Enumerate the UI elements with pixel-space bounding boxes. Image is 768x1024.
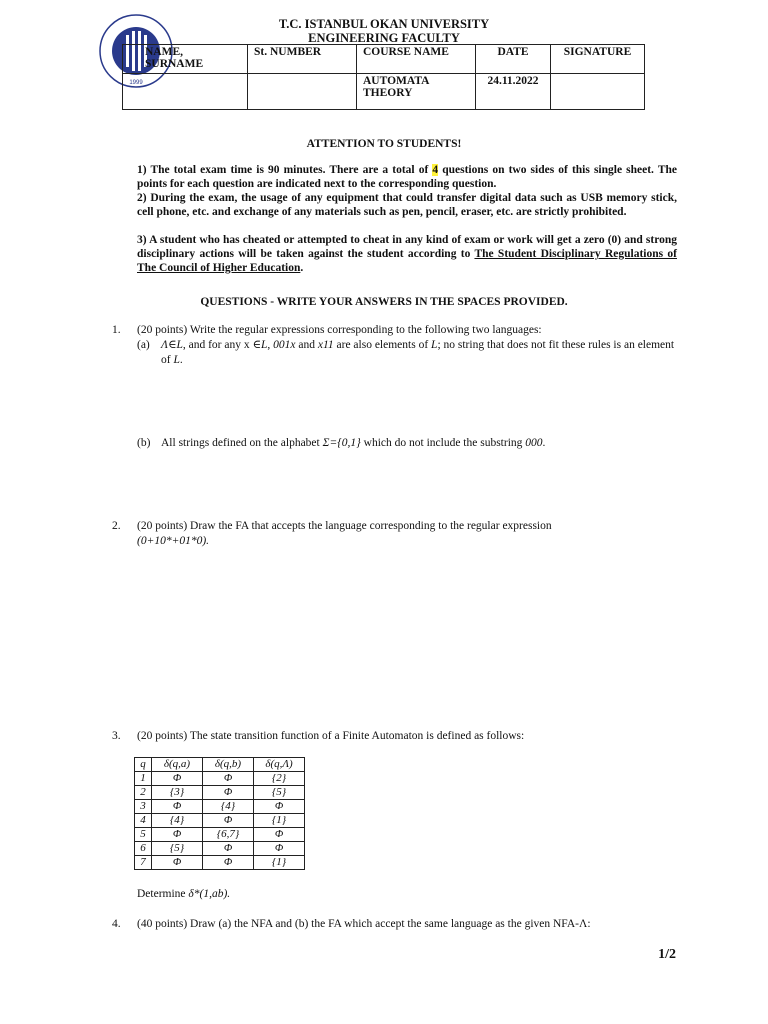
- table-header: δ(q,Λ): [254, 758, 305, 772]
- rule-1-text-end: questions on two sides of this single sheet. The points for each question are indicated next to the corresponding question.: [137, 164, 677, 190]
- student-number-header: St. NUMBER: [248, 45, 357, 74]
- q3-text: (20 points) The state transition function of a Finite Automaton is defined as follows:: [137, 730, 525, 742]
- table-cell: {5}: [152, 842, 203, 856]
- table-cell: 7: [135, 856, 152, 870]
- q1-part-b: [137, 436, 677, 451]
- course-name-header: COURSE NAME: [357, 45, 476, 74]
- signature-cell[interactable]: [551, 74, 645, 110]
- rule-3-end: .: [300, 262, 304, 274]
- table-row: [135, 786, 305, 800]
- regulations-link: The Student Disciplinary Regulations of The Council of Higher Education: [137, 248, 677, 274]
- table-cell: Φ: [152, 856, 203, 870]
- table-cell: Φ: [203, 772, 254, 786]
- table-cell: 3: [135, 800, 152, 814]
- rule-2: 2) During the exam, the usage of any equipment that could transfer digital data such as USB memory stick, cell phone, etc. and exchange of any materials such as pen, pencil, eraser, etc. are strictly prohibited.: [137, 192, 677, 218]
- table-cell: 2: [135, 786, 152, 800]
- signature-header: SIGNATURE: [551, 45, 645, 74]
- table-cell: Φ: [152, 772, 203, 786]
- table-row: [135, 772, 305, 786]
- q3-determine-expr: δ*(1,ab).: [188, 888, 231, 900]
- name-cell[interactable]: [123, 74, 248, 110]
- q1b-math: Σ={0,1}: [322, 437, 361, 449]
- student-info-table: [122, 44, 645, 110]
- rule-3-text: 3) A student who has cheated or attempted to cheat in any kind of exam or work will get a zero (0) and strong disciplinary actions will be taken against the student according to: [137, 234, 677, 260]
- date-cell: 24.11.2022: [476, 74, 551, 110]
- q1a-text: , and for any x: [182, 339, 253, 351]
- q1b-text: which do not include the substring: [360, 437, 526, 449]
- table-cell: Φ: [152, 800, 203, 814]
- q1a-math: Λ∈L: [161, 339, 183, 351]
- q1a-math: x11: [317, 339, 334, 351]
- table-cell: Φ: [254, 842, 305, 856]
- questions-title: QUESTIONS - WRITE YOUR ANSWERS IN THE SPACES PROVIDED.: [200, 296, 568, 308]
- date-header: DATE: [476, 45, 551, 74]
- table-cell: Φ: [203, 786, 254, 800]
- q4-text: (40 points) Draw (a) the NFA and (b) the FA which accept the same language as the given NFA-Λ:: [137, 918, 591, 930]
- q1b-math: 000: [525, 437, 543, 449]
- q1a-text: ,: [267, 339, 274, 351]
- q1-number: 1.: [112, 324, 121, 336]
- table-header: δ(q,b): [203, 758, 254, 772]
- q4-number: 4.: [112, 918, 121, 930]
- table-cell: {1}: [254, 814, 305, 828]
- attention-title: ATTENTION TO STUDENTS!: [306, 138, 462, 150]
- table-cell: {6,7}: [203, 828, 254, 842]
- table-cell: {3}: [152, 786, 203, 800]
- student-number-cell[interactable]: [248, 74, 357, 110]
- question-count-highlight: 4: [432, 164, 439, 176]
- table-cell: {2}: [254, 772, 305, 786]
- q1a-math: L: [431, 339, 438, 351]
- faculty-name: ENGINEERING FACULTY: [308, 31, 460, 45]
- q1b-text: .: [542, 437, 546, 449]
- table-cell: {5}: [254, 786, 305, 800]
- q1-text: (20 points) Write the regular expressions corresponding to the following two languages:: [137, 324, 542, 336]
- q3-number: 3.: [112, 730, 121, 742]
- q1b-label: (b): [137, 437, 151, 449]
- table-header: q: [135, 758, 152, 772]
- rule-3: [137, 233, 677, 275]
- table-cell: Φ: [254, 800, 305, 814]
- table-cell: 5: [135, 828, 152, 842]
- q2-expression: (0+10*+01*0).: [137, 535, 210, 547]
- table-row: [135, 842, 305, 856]
- transition-table: [134, 757, 305, 870]
- table-row: [135, 856, 305, 870]
- q2-text: (20 points) Draw the FA that accepts the language corresponding to the regular expression: [137, 520, 552, 532]
- table-cell: {4}: [203, 800, 254, 814]
- q1-part-a: [137, 338, 677, 366]
- table-row: [135, 828, 305, 842]
- table-cell: {4}: [152, 814, 203, 828]
- rule-1: [137, 163, 677, 191]
- university-name: T.C. ISTANBUL OKAN UNIVERSITY: [278, 17, 490, 31]
- table-cell: Φ: [254, 828, 305, 842]
- table-row: [135, 800, 305, 814]
- course-name-cell: AUTOMATA THEORY: [357, 74, 476, 110]
- q1a-math: ∈L: [252, 339, 268, 351]
- q1a-label: (a): [137, 339, 150, 351]
- q2-number: 2.: [112, 520, 121, 532]
- q3-determine: [137, 887, 230, 902]
- q1a-text: and: [295, 339, 318, 351]
- table-header: δ(q,a): [152, 758, 203, 772]
- q1a-math: 001x: [273, 339, 296, 351]
- table-cell: Φ: [152, 828, 203, 842]
- page-number: 1/2: [658, 947, 676, 962]
- logo-year: 1999: [129, 80, 143, 86]
- q1a-text: .: [179, 354, 183, 366]
- table-cell: Φ: [203, 856, 254, 870]
- q3-determine-text: Determine: [137, 888, 189, 900]
- table-cell: {1}: [254, 856, 305, 870]
- q1a-math: L: [173, 354, 180, 366]
- table-cell: Φ: [203, 842, 254, 856]
- rule-1-text: 1) The total exam time is 90 minutes. There are a total of: [137, 164, 433, 176]
- q1b-text: All strings defined on the alphabet: [161, 437, 323, 449]
- name-header: NAME, SURNAME: [123, 45, 248, 74]
- table-cell: Φ: [203, 814, 254, 828]
- q1a-text: ; no string that does not fit these rules is an element of: [161, 339, 675, 366]
- table-cell: 6: [135, 842, 152, 856]
- table-row: [135, 814, 305, 828]
- table-cell: 4: [135, 814, 152, 828]
- q1a-text: are also elements of: [333, 339, 432, 351]
- table-cell: 1: [135, 772, 152, 786]
